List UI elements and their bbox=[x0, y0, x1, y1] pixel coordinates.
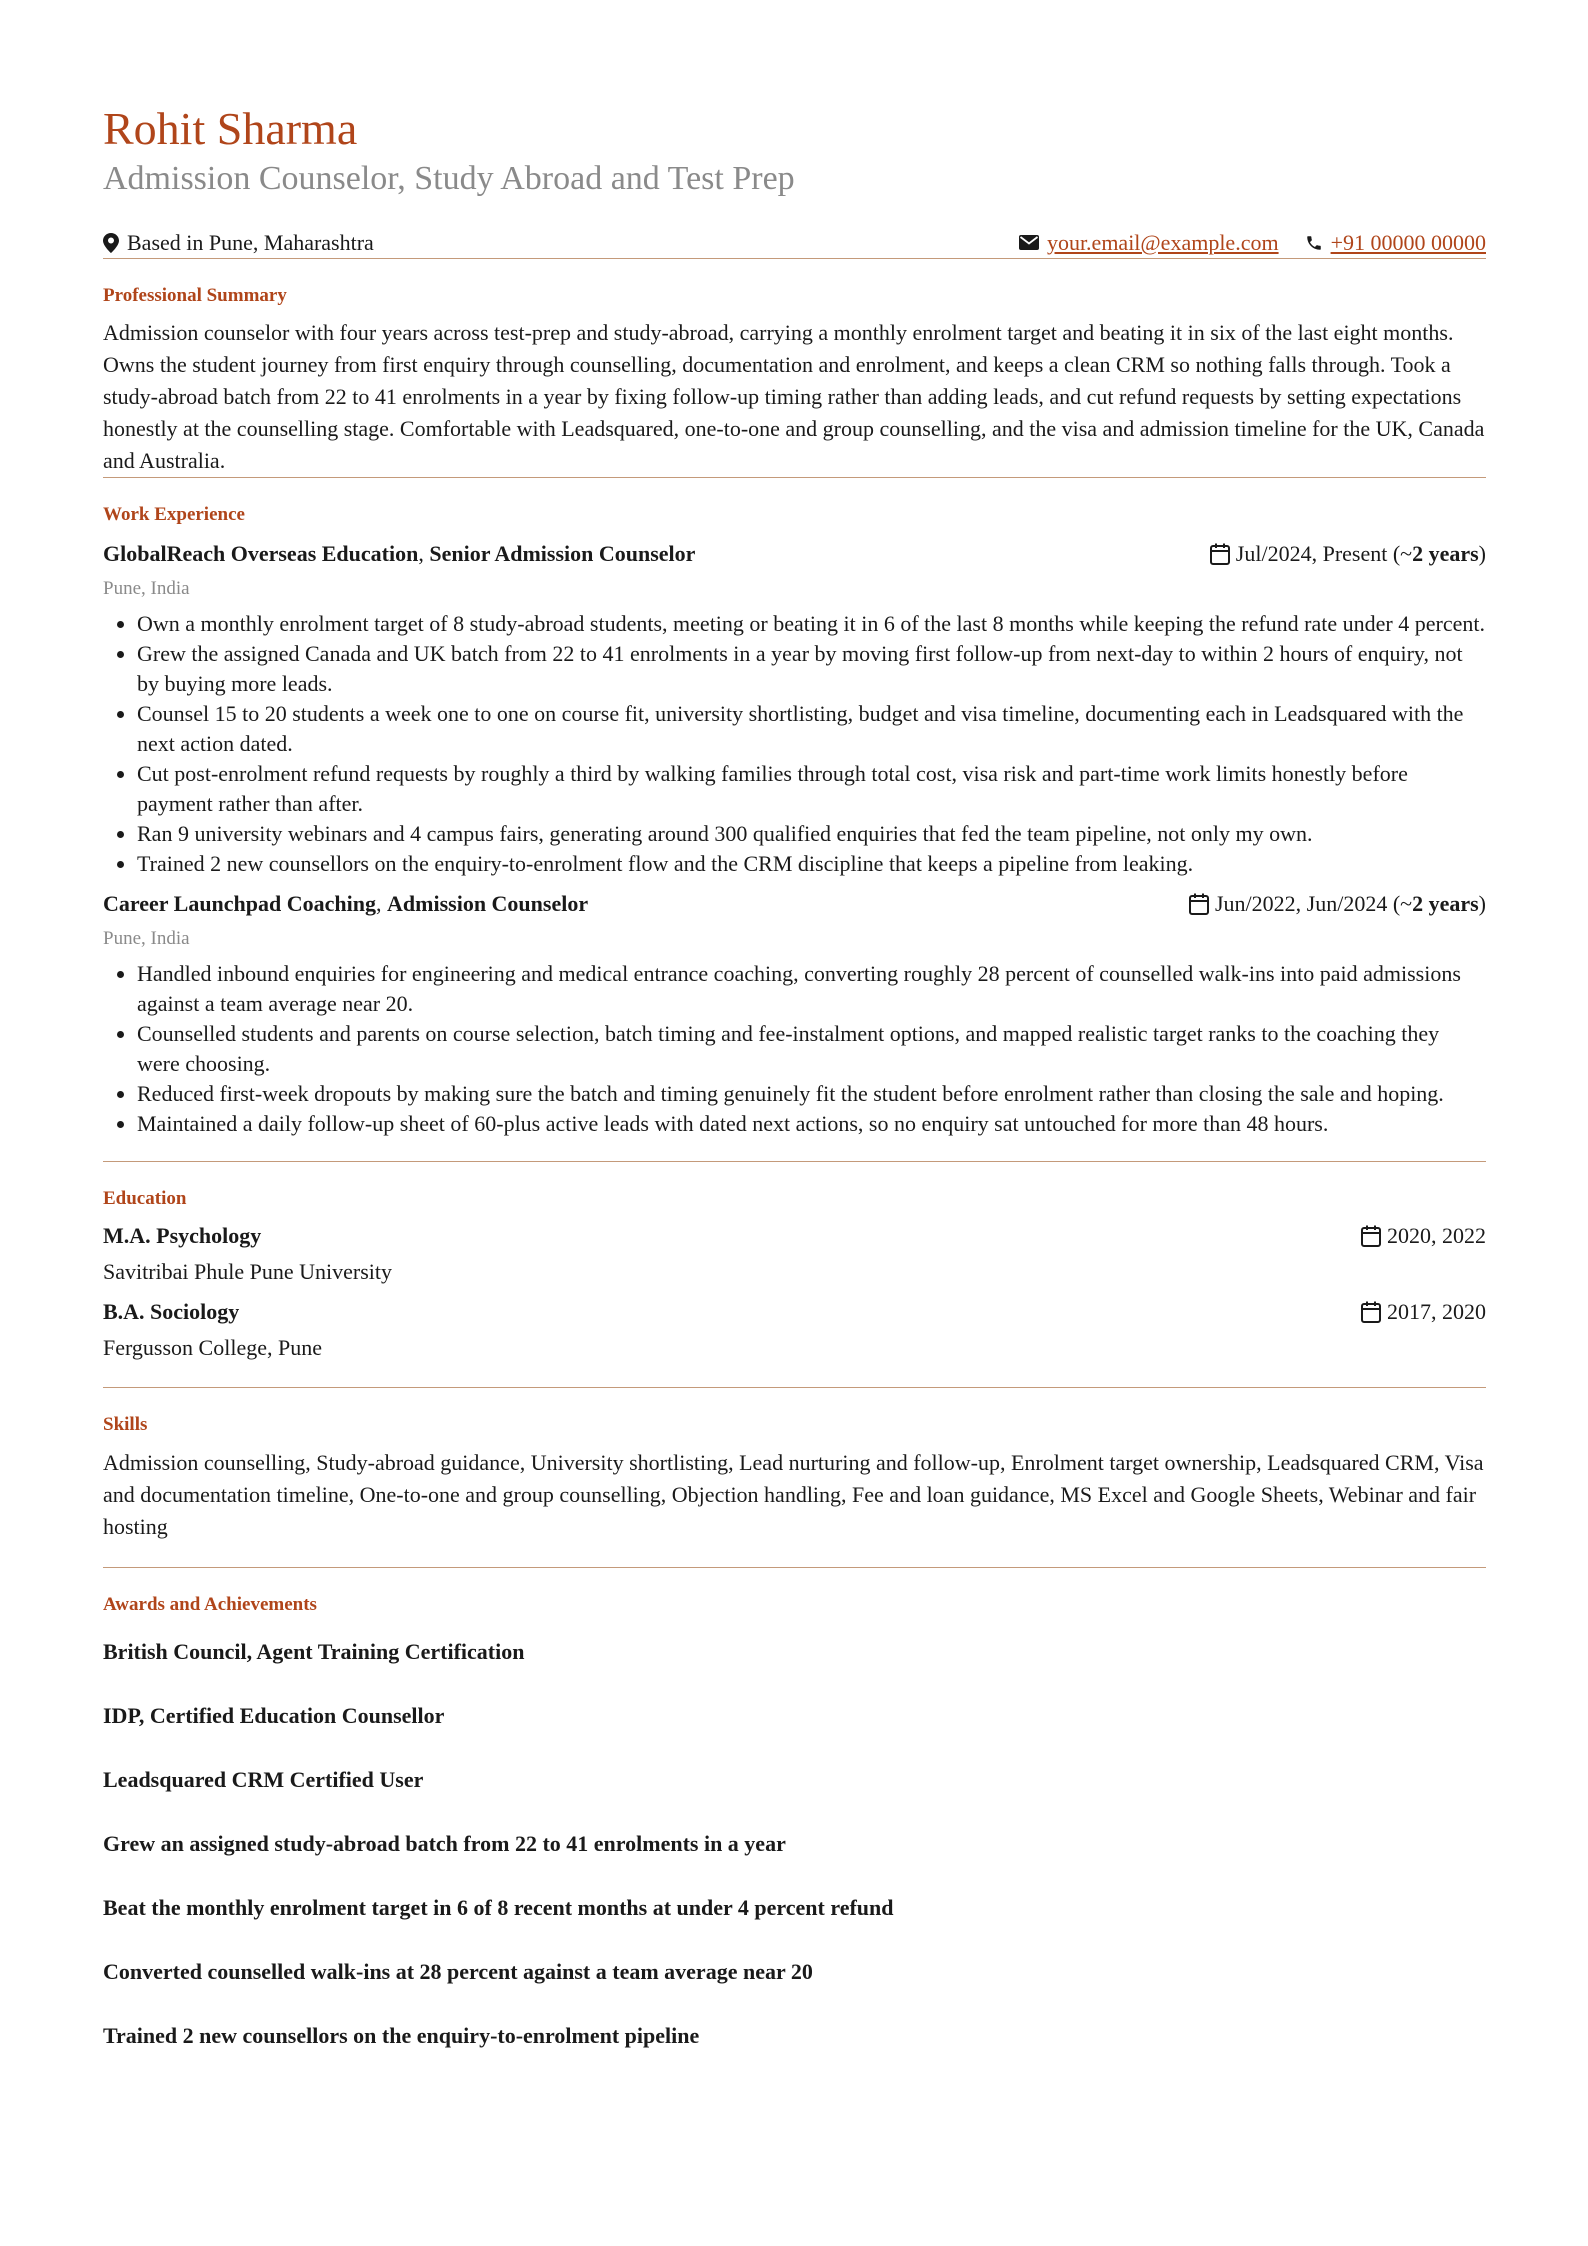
phone-link[interactable]: +91 00000 00000 bbox=[1330, 229, 1486, 255]
calendar-icon bbox=[1361, 1225, 1381, 1247]
location-text: Based in Pune, Maharashtra bbox=[127, 229, 374, 255]
location-block bbox=[103, 230, 374, 256]
skills-heading: Skills bbox=[103, 1414, 148, 1436]
job-bullet: • Counselled students and parents on course selection, batch timing and fee-instalment options, and mapped realistic target ranks to the coaching they were choosing. bbox=[137, 1019, 1486, 1079]
summary-divider bbox=[103, 477, 1486, 478]
email-link[interactable]: your.email@example.com bbox=[1046, 229, 1279, 255]
job-entry bbox=[103, 539, 1486, 879]
education-degree: B.A. Sociology bbox=[103, 1299, 240, 1325]
education-entry bbox=[103, 1297, 1486, 1363]
award-item: Beat the monthly enrolment target in 6 of 8 recent months at under 4 percent refund bbox=[103, 1894, 894, 1920]
contact-links bbox=[993, 230, 1486, 256]
job-bullets bbox=[103, 959, 1486, 1139]
phone-icon bbox=[1305, 234, 1323, 252]
award-item: Trained 2 new counsellors on the enquiry-to-enrolment pipeline bbox=[103, 2022, 700, 2048]
job-bullet: • Reduced first-week dropouts by making sure the batch and timing genuinely fit the student before enrolment rather than closing the sale and hoping. bbox=[137, 1079, 1486, 1109]
education-date-range: 2017, 2020 bbox=[1387, 1299, 1486, 1325]
job-role: Admission Counselor bbox=[387, 891, 589, 917]
education-school: Fergusson College, Pune bbox=[103, 1335, 322, 1361]
job-title: GlobalReach Overseas Education, Senior Admission Counselor bbox=[103, 541, 696, 567]
job-bullet: • Own a monthly enrolment target of 8 study-abroad students, meeting or beating it in 6 of the last 8 months while keeping the refund rate under 4 percent. bbox=[137, 609, 1486, 639]
education-heading: Education bbox=[103, 1188, 187, 1210]
job-bullet: • Handled inbound enquiries for engineering and medical entrance coaching, converting roughly 28 percent of counselled walk-ins into paid admissions against a team average near 20. bbox=[137, 959, 1486, 1019]
education-date-range: 2020, 2022 bbox=[1387, 1223, 1486, 1249]
job-bullet: • Ran 9 university webinars and 4 campus fairs, generating around 300 qualified enquiries that fed the team pipeline, not only my own. bbox=[137, 819, 1486, 849]
job-date-range: Jun/2022, Jun/2024 (~ bbox=[1215, 891, 1413, 917]
job-company: Career Launchpad Coaching bbox=[103, 891, 377, 917]
education-dates bbox=[1361, 1223, 1486, 1249]
award-item: IDP, Certified Education Counsellor bbox=[103, 1702, 445, 1728]
job-location: Pune, India bbox=[103, 928, 190, 950]
job-location: Pune, India bbox=[103, 578, 190, 600]
summary-heading: Professional Summary bbox=[103, 284, 287, 306]
job-dates bbox=[1189, 891, 1486, 917]
education-header bbox=[103, 1221, 1486, 1251]
job-date-close: ) bbox=[1478, 891, 1486, 917]
job-bullet: • Grew the assigned Canada and UK batch from 22 to 41 enrolments in a year by moving first follow-up from next-day to within 2 hours of enquiry, not by buying more leads. bbox=[137, 639, 1486, 699]
skills-divider bbox=[103, 1567, 1486, 1568]
email-block bbox=[1019, 230, 1279, 256]
award-item: Grew an assigned study-abroad batch from 22 to 41 enrolments in a year bbox=[103, 1830, 786, 1856]
job-bullet: • Counsel 15 to 20 students a week one to one on course fit, university shortlisting, budget and visa timeline, documenting each in Leadsquared with the next action dated. bbox=[137, 699, 1486, 759]
candidate-headline: Admission Counselor, Study Abroad and Test Prep bbox=[103, 159, 795, 197]
job-bullet: • Maintained a daily follow-up sheet of 60-plus active leads with dated next actions, so no enquiry sat untouched for more than 48 hours. bbox=[137, 1109, 1486, 1139]
summary-text: Admission counselor with four years across test-prep and study-abroad, carrying a monthly enrolment target and beating it in six of the last eight months. Owns the student journey from first enquiry through counselling, documentation and enrolment, and keeps a clean CRM so nothing falls through. Took a study-abroad batch from 22 to 41 enrolments in a year by fixing follow-up timing rather than adding leads, and cut refund requests by setting expectations honestly at the counselling stage. Comfortable with Leadsquared, one-to-one and group counselling, and the visa and admission timeline for the UK, Canada and Australia. bbox=[103, 320, 1485, 474]
calendar-icon bbox=[1361, 1301, 1381, 1323]
envelope-icon bbox=[1019, 235, 1039, 250]
skills-text: Admission counselling, Study-abroad guidance, University shortlisting, Lead nurturing and follow-up, Enrolment target ownership, Leadsquared CRM, Visa and documentation timeline, One-to-one and group counselling, Objection handling, Fee and loan guidance, MS Excel and Google Sheets, Webinar and fair hosting bbox=[103, 1449, 1484, 1539]
award-item: British Council, Agent Training Certification bbox=[103, 1638, 525, 1664]
experience-divider bbox=[103, 1161, 1486, 1162]
job-duration: 2 years bbox=[1412, 541, 1479, 567]
candidate-name: Rohit Sharma bbox=[103, 103, 358, 154]
education-school: Savitribai Phule Pune University bbox=[103, 1259, 393, 1285]
job-duration: 2 years bbox=[1412, 891, 1479, 917]
header-divider bbox=[103, 258, 1486, 259]
awards-list bbox=[103, 1637, 1486, 2051]
job-role: Senior Admission Counselor bbox=[429, 541, 696, 567]
calendar-icon bbox=[1189, 893, 1209, 915]
job-date-close: ) bbox=[1478, 541, 1486, 567]
job-header bbox=[103, 889, 1486, 919]
job-bullet: • Trained 2 new counsellors on the enquiry-to-enrolment flow and the CRM discipline that keeps a pipeline from leaking. bbox=[137, 849, 1486, 879]
job-company: GlobalReach Overseas Education bbox=[103, 541, 419, 567]
award-item: Leadsquared CRM Certified User bbox=[103, 1766, 424, 1792]
awards-heading: Awards and Achievements bbox=[103, 1593, 317, 1615]
education-dates bbox=[1361, 1299, 1486, 1325]
award-item: Converted counselled walk-ins at 28 percent against a team average near 20 bbox=[103, 1958, 813, 1984]
education-degree: M.A. Psychology bbox=[103, 1223, 262, 1249]
job-entry bbox=[103, 889, 1486, 1139]
job-bullets bbox=[103, 609, 1486, 879]
education-header bbox=[103, 1297, 1486, 1327]
experience-heading: Work Experience bbox=[103, 504, 245, 526]
phone-block bbox=[1305, 230, 1486, 256]
map-pin-icon bbox=[103, 233, 119, 253]
job-title: Career Launchpad Coaching, Admission Counselor bbox=[103, 891, 589, 917]
calendar-icon bbox=[1210, 543, 1230, 565]
education-entry bbox=[103, 1221, 1486, 1287]
education-divider bbox=[103, 1387, 1486, 1388]
job-header bbox=[103, 539, 1486, 569]
contact-row bbox=[103, 228, 1486, 258]
job-dates bbox=[1210, 541, 1486, 567]
job-bullet: • Cut post-enrolment refund requests by roughly a third by walking families through total cost, visa risk and part-time work limits honestly before payment rather than after. bbox=[137, 759, 1486, 819]
job-date-range: Jul/2024, Present (~ bbox=[1235, 541, 1413, 567]
